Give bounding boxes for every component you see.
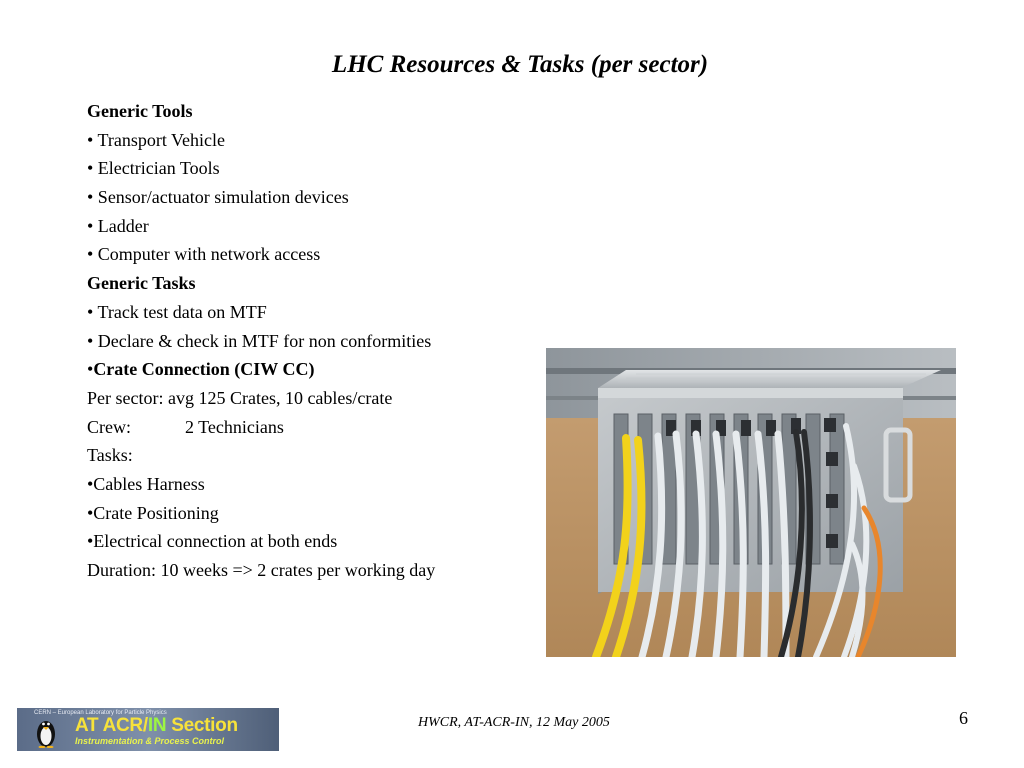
tasks-label: Tasks: (87, 445, 133, 466)
logo-main-text (75, 715, 238, 737)
crate-task-item: •Crate Positioning (87, 502, 219, 523)
tool-item: • Sensor/actuator simulation devices (87, 187, 349, 208)
duration-line: Duration: 10 weeks => 2 crates per working day (87, 560, 436, 580)
logo-main-part: AT ACR/ (75, 715, 148, 736)
crate-task-item: •Cables Harness (87, 473, 205, 494)
crate-task-item: •Electrical connection at both ends (87, 531, 338, 552)
crew-label: Crew: (87, 416, 131, 437)
logo-main-part: Section (166, 715, 238, 736)
per-sector-line: Per sector: avg 125 Crates, 10 cables/crate (87, 387, 393, 408)
slide-body (87, 97, 547, 585)
crew-line (87, 413, 547, 442)
tool-item: • Computer with network access (87, 244, 321, 265)
generic-tools-heading: Generic Tools (87, 101, 193, 121)
penguin-icon (35, 716, 57, 748)
logo-top-text: CERN – European Laboratory for Particle Physics (34, 710, 167, 716)
crate-photo (546, 348, 956, 657)
task-item: • Declare & check in MTF for non conformities (87, 330, 432, 351)
logo-main-accent: IN (147, 715, 167, 736)
crew-value: 2 Technicians (185, 416, 284, 437)
tool-item: • Electrician Tools (87, 158, 220, 179)
section-logo (17, 708, 279, 751)
slide-footer: HWCR, AT-ACR-IN, 12 May 2005 (418, 715, 610, 730)
tool-item: • Ladder (87, 215, 149, 236)
crate-connection-heading: Crate Connection (CIW CC) (93, 359, 315, 380)
crate-connection-line (87, 355, 547, 384)
slide-title: LHC Resources & Tasks (per sector) (331, 51, 709, 78)
tool-item: • Transport Vehicle (87, 129, 225, 150)
logo-sub-text: Instrumentation & Process Control (75, 736, 225, 746)
page-number: 6 (959, 708, 968, 728)
generic-tasks-heading: Generic Tasks (87, 273, 196, 294)
crate-bullet: • (87, 359, 94, 380)
task-item: • Track test data on MTF (87, 301, 267, 322)
